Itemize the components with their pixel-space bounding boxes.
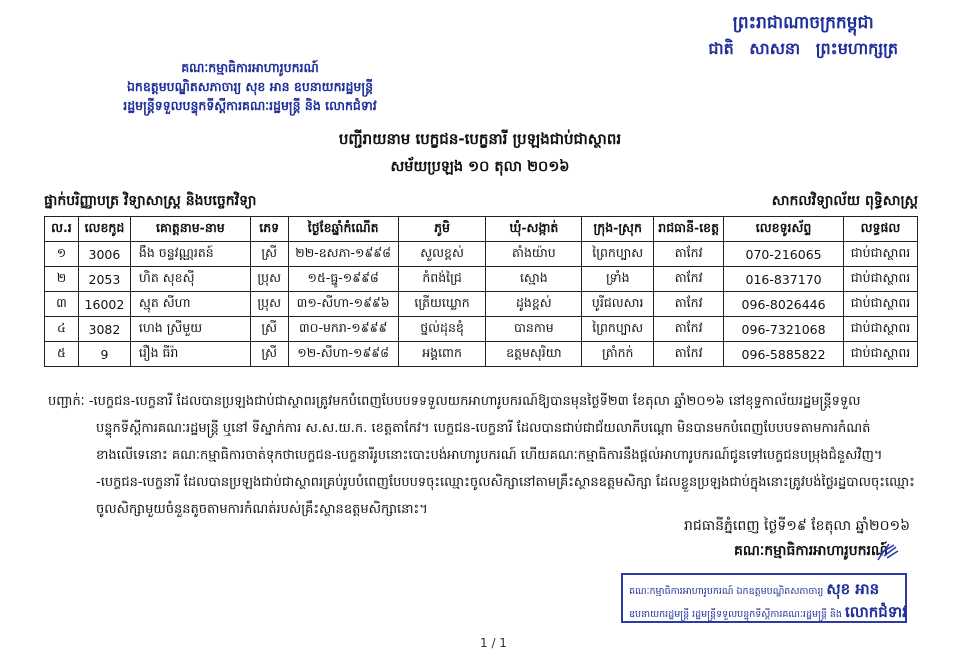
cell-village: កំពង់ជ្រៃ — [398, 267, 486, 292]
place-date: រាជធានីភ្នំពេញ ថ្ងៃទី១៩ ខែតុលា ឆ្នាំ២០១៦ — [684, 518, 910, 534]
cell-code: 9 — [78, 342, 130, 367]
cell-dob: ១២-សីហា-១៩៩៨ — [288, 342, 398, 367]
note-1-line-2: បន្ទុកទីស្តីការគណៈរដ្ឋមន្ត្រី ឬនៅ ទីស្នាក់ការ ស.ស.យ.ក. ខេត្តតាកែវ។ បេក្ខជន-បេក្ខនារី ដែលបានជាប់ជាជ័យលាភីបណ្តោ មិនបានមកបំពេញបែបបទតាមការកំណត់ — [96, 421, 871, 436]
official-stamp — [621, 573, 907, 623]
col-result: លទ្ធផល — [843, 217, 917, 242]
cell-name: ហិត សុខស៊ី — [130, 267, 250, 292]
cell-sex: ស្រី — [250, 317, 288, 342]
issuer-block — [80, 58, 420, 115]
col-sex: ភេទ — [250, 217, 288, 242]
cell-phone: 096-8026446 — [724, 292, 844, 317]
cell-phone: 070-216065 — [724, 242, 844, 267]
cell-sex: ស្រី — [250, 342, 288, 367]
note-2-line-1: -បេក្ខជន-បេក្ខនារី ដែលបានប្រឡងជាប់ជាស្ថាពរគ្រប់រូបបំពេញបែបបទចុះឈ្មោះចូលសិក្សានៅតាមគ្រឹះស្ថានឧត្តមសិក្សា ដែលខ្លួនប្រឡងជាប់ក្នុងនោះត្រូវបង់ថ្លៃរដ្ឋបាលចុះឈ្មោះ — [96, 475, 915, 490]
col-no: ល.រ — [45, 217, 79, 242]
cell-province: តាកែវ — [654, 342, 724, 367]
issuer-line-3: រដ្ឋមន្ត្រីទទួលបន្ទុកទីស្តីការគណៈរដ្ឋមន្ត្រី និង លោកជំទាវ — [123, 98, 377, 113]
cell-name: ហេង ស្រីមួយ — [130, 317, 250, 342]
issuer-line-2: ឯកឧត្តមបណ្ឌិតសភាចារ្យ សុខ អាន ឧបនាយករដ្ឋមន្ត្រី — [126, 79, 374, 94]
cell-province: តាកែវ — [654, 292, 724, 317]
col-name: គោត្តនាម-នាម — [130, 217, 250, 242]
results-table — [44, 216, 918, 367]
table-header-row — [45, 217, 918, 242]
table-row — [45, 242, 918, 267]
cell-commune: បានកាម — [486, 317, 582, 342]
signing-organization: គណៈកម្មាធិការអាហារូបករណ៍ — [734, 543, 888, 559]
national-motto: ជាតិ សាសនា ព្រះមហាក្សត្រ — [708, 39, 898, 58]
cell-commune: តាំងយ៉ាប — [486, 242, 582, 267]
cell-phone: 016-837170 — [724, 267, 844, 292]
cell-village: សួលខ្ពស់ — [398, 242, 486, 267]
cell-sex: ស្រី — [250, 242, 288, 267]
cell-phone: 096-7321068 — [724, 317, 844, 342]
cell-commune: ស្មោង — [486, 267, 582, 292]
cell-province: តាកែវ — [654, 317, 724, 342]
cell-result: ជាប់ជាស្ថាពរ — [843, 267, 917, 292]
cell-sex: ប្រុស — [250, 292, 288, 317]
cell-commune: ដូងខ្ពស់ — [486, 292, 582, 317]
stamp-name: សុខ អាន — [826, 580, 880, 598]
cell-no: ៤ — [45, 317, 79, 342]
cell-village: អង្គពោក — [398, 342, 486, 367]
col-dob: ថ្ងៃខែឆ្នាំកំណើត — [288, 217, 398, 242]
note-1-line-3: ខាងលើទេនោះ គណៈកម្មាធិការចាត់ទុកថាបេក្ខជន-បេក្ខនារីរូបនោះបោះបង់អាហារូបករណ៍ ហើយគណៈកម្មាធិការនឹងផ្តល់អាហារូបករណ៍ជូនទៅបេក្ខជនបម្រុងជំនួសវិញ។ — [96, 448, 883, 463]
table-row — [45, 317, 918, 342]
cell-phone: 096-5885822 — [724, 342, 844, 367]
cell-district: ត្រាំកក់ — [582, 342, 654, 367]
col-phone: លេខទូរស័ព្ទ — [724, 217, 844, 242]
document-title — [200, 128, 760, 178]
cell-no: ៥ — [45, 342, 79, 367]
col-commune: ឃុំ-សង្កាត់ — [486, 217, 582, 242]
cell-province: តាកែវ — [654, 242, 724, 267]
cell-village: ត្រើយឃ្លោក — [398, 292, 486, 317]
university-label: សាកលវិទ្យាល័យ ពុទ្ធិសាស្ត្រ — [771, 193, 918, 209]
notes-section — [48, 388, 918, 523]
col-village: ភូមិ — [398, 217, 486, 242]
cell-dob: ២២-ឧសភា-១៩៩៨ — [288, 242, 398, 267]
cell-sex: ប្រុស — [250, 267, 288, 292]
table-row — [45, 342, 918, 367]
stamp-title: លោកជំទាវ — [844, 603, 907, 621]
stamp-line-1 — [629, 579, 899, 602]
cell-no: ២ — [45, 267, 79, 292]
cell-dob: ១៥-ធ្នូ-១៩៩៨ — [288, 267, 398, 292]
table-row — [45, 267, 918, 292]
kingdom-header — [708, 12, 898, 60]
cell-result: ជាប់ជាស្ថាពរ — [843, 242, 917, 267]
table-row — [45, 292, 918, 317]
stamp-line-2 — [629, 602, 907, 625]
page-number: 1 / 1 — [480, 636, 507, 650]
cell-code: 3082 — [78, 317, 130, 342]
col-code: លេខកូដ — [78, 217, 130, 242]
kingdom-title: ព្រះរាជាណាចក្រកម្ពុជា — [732, 13, 874, 33]
col-province: រាជធានី-ខេត្ត — [654, 217, 724, 242]
stamp-line-1-text: គណៈកម្មាធិការអាហារូបករណ៍ ឯកឧត្តមបណ្ឌិតសភាចារ្យ — [629, 586, 824, 597]
note-1-line-1: បញ្ជាក់ៈ -បេក្ខជន-បេក្ខនារី ដែលបានប្រឡងជាប់ជាស្ថាពរត្រូវមកបំពេញបែបបទទទួលយកអាហារូបករណ៍ឱ្យបានមុនថ្ងៃទី២៣ ខែតុលា ឆ្នាំ២០១៦ នៅខុទ្ទកាល័យរដ្ឋមន្ត្រីទទួល — [48, 394, 861, 409]
cell-district: ព្រៃកប្បាស — [582, 317, 654, 342]
cell-district: បូរីជលសារ — [582, 292, 654, 317]
title-line-1: បញ្ជីរាយនាម បេក្ខជន-បេក្ខនារី ប្រឡងជាប់ជាស្ថាពរ — [338, 130, 622, 148]
faculty-label: ផ្នាក់បរិញ្ញាបត្រ វិទ្យាសាស្ត្រ និងបច្ចេកវិទ្យា — [44, 193, 257, 209]
cell-name: ស្មុត សីហា — [130, 292, 250, 317]
title-line-2: សម័យប្រឡង ១០ តុលា ២០១៦ — [390, 159, 570, 175]
cell-village: ថ្នល់ដុនឌុំ — [398, 317, 486, 342]
cell-code: 2053 — [78, 267, 130, 292]
cell-code: 3006 — [78, 242, 130, 267]
cell-no: ១ — [45, 242, 79, 267]
signature-mark — [876, 541, 900, 563]
cell-province: តាកែវ — [654, 267, 724, 292]
cell-name: រឿង ធីរ៉ា — [130, 342, 250, 367]
cell-district: ព្រៃកប្បាស — [582, 242, 654, 267]
cell-result: ជាប់ជាស្ថាពរ — [843, 317, 917, 342]
cell-name: ងឹង ចន្ទវណ្ណរតន៍ — [130, 242, 250, 267]
cell-dob: ៣០-មករា-១៩៩៩ — [288, 317, 398, 342]
cell-district: ទ្រាំង — [582, 267, 654, 292]
committee-name: គណៈកម្មាធិការអាហារូបករណ៍ — [181, 60, 319, 75]
cell-code: 16002 — [78, 292, 130, 317]
cell-result: ជាប់ជាស្ថាពរ — [843, 292, 917, 317]
col-district: ក្រុង-ស្រុក — [582, 217, 654, 242]
cell-commune: ឧត្តមសុរិយា — [486, 342, 582, 367]
cell-result: ជាប់ជាស្ថាពរ — [843, 342, 917, 367]
stamp-line-2-text: ឧបនាយករដ្ឋមន្ត្រី រដ្ឋមន្ត្រីទទួលបន្ទុកទីស្តីការគណៈរដ្ឋមន្ត្រី និង — [629, 609, 842, 620]
cell-dob: ៣១-សីហា-១៩៩៦ — [288, 292, 398, 317]
cell-no: ៣ — [45, 292, 79, 317]
note-2-line-2: ចូលសិក្សាមួយចំនួនតូចតាមការកំណត់របស់គ្រឹះស្ថានឧត្តមសិក្សានោះ។ — [96, 502, 428, 517]
